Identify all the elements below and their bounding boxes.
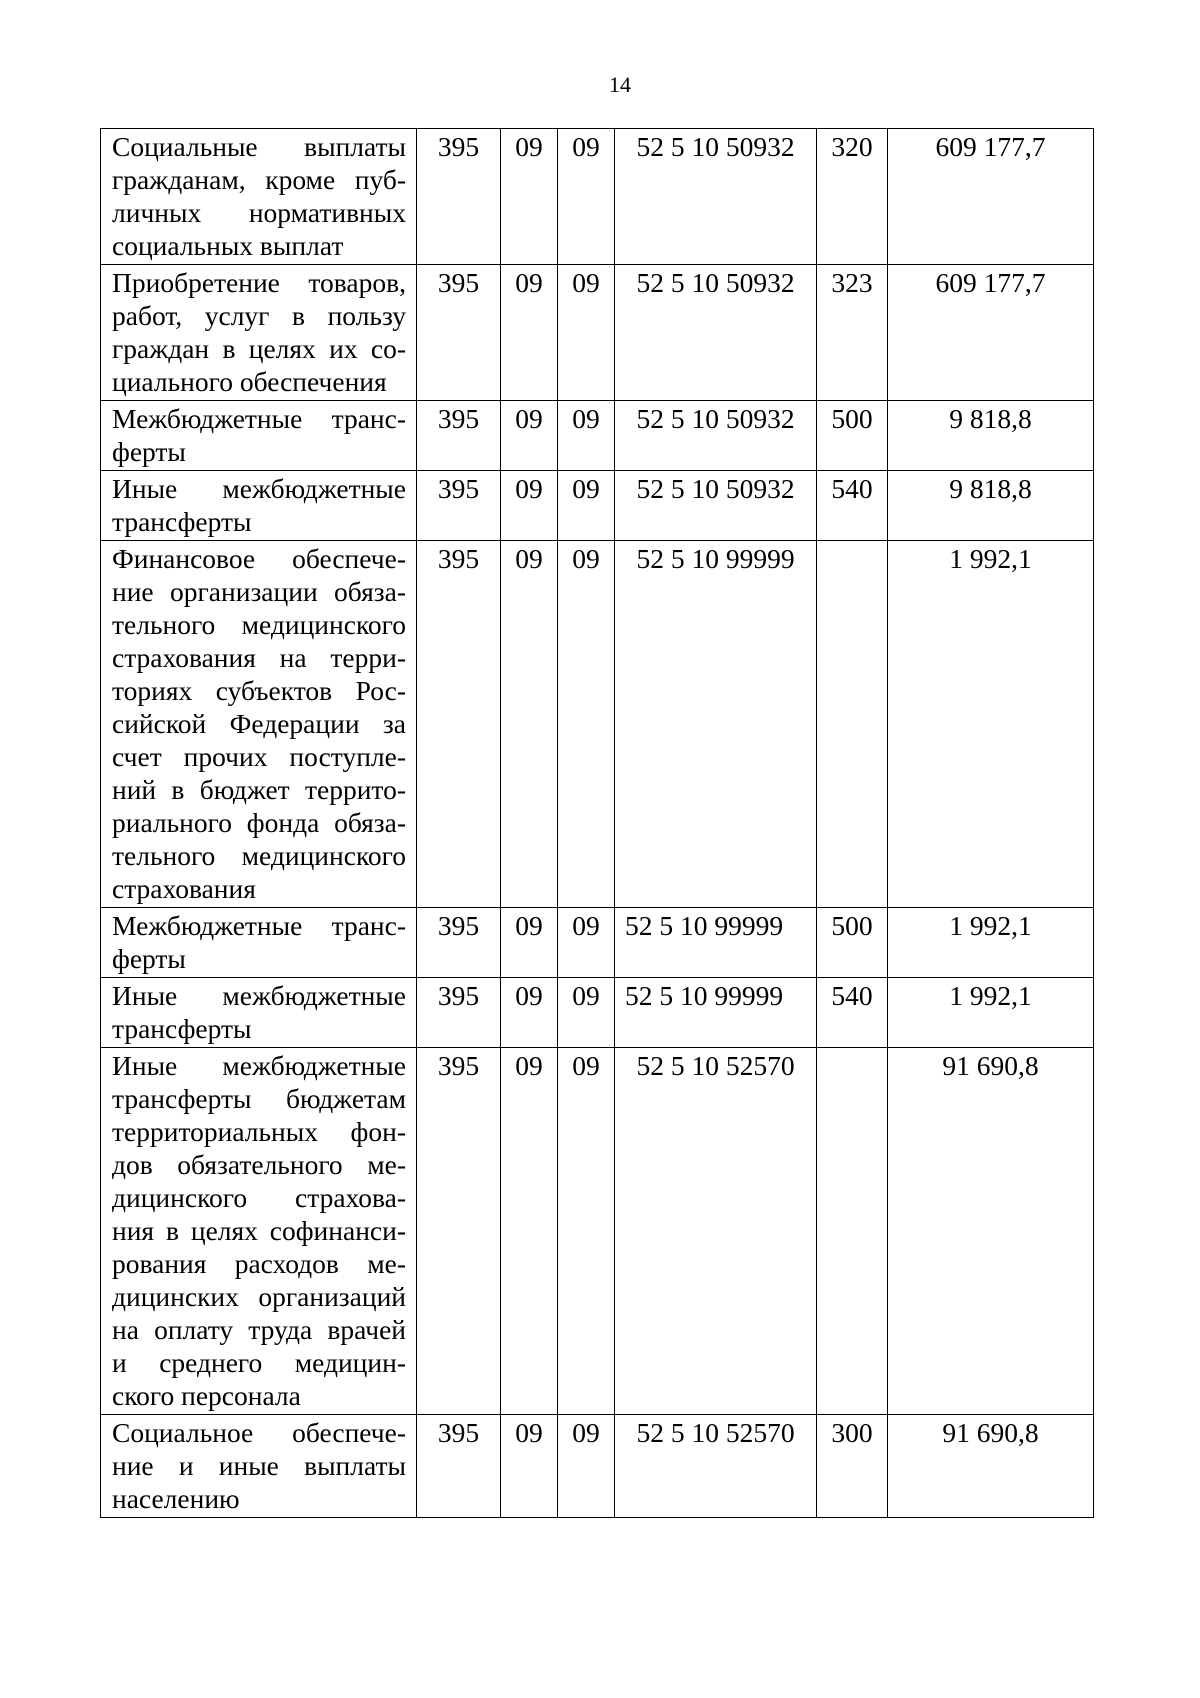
table-row <box>101 471 1094 541</box>
subsection-cell: 09 <box>558 471 615 541</box>
row-name-line: ферты <box>112 943 186 974</box>
target-article-cell: 52 5 10 52570 <box>615 1048 817 1415</box>
amount-cell: 91 690,8 <box>888 1048 1094 1415</box>
subsection-cell: 09 <box>558 265 615 401</box>
amount-cell: 9 818,8 <box>888 401 1094 471</box>
amount-cell: 1 992,1 <box>888 541 1094 908</box>
row-name-cell <box>101 1048 417 1415</box>
grbs-cell: 395 <box>417 1048 501 1415</box>
row-name-line: Иные межбюджетные <box>112 980 406 1011</box>
section-cell: 09 <box>501 1415 558 1518</box>
grbs-cell: 395 <box>417 129 501 265</box>
section-cell: 09 <box>501 908 558 978</box>
row-name-cell <box>101 471 417 541</box>
table-row <box>101 908 1094 978</box>
row-name-line: работ, услуг в пользу <box>112 300 406 331</box>
row-name-line: территориальных фон- <box>112 1116 406 1147</box>
row-name-line: ского персонала <box>112 1380 301 1411</box>
amount-cell: 1 992,1 <box>888 908 1094 978</box>
row-name-line: Иные межбюджетные <box>112 1050 406 1081</box>
grbs-cell: 395 <box>417 541 501 908</box>
row-name-line: на оплату труда врачей <box>112 1314 406 1345</box>
row-name-line: ний в бюджет террито- <box>112 774 406 805</box>
target-article-cell: 52 5 10 50932 <box>615 265 817 401</box>
amount-cell: 91 690,8 <box>888 1415 1094 1518</box>
table-row <box>101 1048 1094 1415</box>
table-row <box>101 1415 1094 1518</box>
subsection-cell: 09 <box>558 1415 615 1518</box>
row-name-cell <box>101 541 417 908</box>
subsection-cell: 09 <box>558 978 615 1048</box>
subsection-cell: 09 <box>558 908 615 978</box>
expense-type-cell: 540 <box>817 471 888 541</box>
expense-type-cell: 320 <box>817 129 888 265</box>
row-name-cell <box>101 1415 417 1518</box>
amount-cell: 1 992,1 <box>888 978 1094 1048</box>
row-name-line: трансферты бюджетам <box>112 1083 406 1114</box>
target-article-cell: 52 5 10 99999 <box>615 908 817 978</box>
section-cell: 09 <box>501 471 558 541</box>
row-name-line: дицинских организаций <box>112 1281 406 1312</box>
row-name-line: Финансовое обеспече- <box>112 543 406 574</box>
target-article-cell: 52 5 10 50932 <box>615 471 817 541</box>
subsection-cell: 09 <box>558 401 615 471</box>
row-name-cell <box>101 129 417 265</box>
target-article-cell: 52 5 10 50932 <box>615 129 817 265</box>
grbs-cell: 395 <box>417 908 501 978</box>
section-cell: 09 <box>501 401 558 471</box>
row-name-line: ния в целях софинанси- <box>112 1215 406 1246</box>
table-row <box>101 129 1094 265</box>
row-name-line: рования расходов ме- <box>112 1248 406 1279</box>
subsection-cell: 09 <box>558 1048 615 1415</box>
section-cell: 09 <box>501 978 558 1048</box>
row-name-line: ние и иные выплаты <box>112 1450 406 1481</box>
row-name-line: Социальное обеспече- <box>112 1417 406 1448</box>
row-name-line: населению <box>112 1483 240 1514</box>
target-article-cell: 52 5 10 52570 <box>615 1415 817 1518</box>
budget-table-body <box>101 129 1094 1518</box>
row-name-line: тельного медицинского <box>112 609 406 640</box>
row-name-line: счет прочих поступле- <box>112 741 406 772</box>
row-name-line: Межбюджетные транс- <box>112 910 406 941</box>
amount-cell: 609 177,7 <box>888 129 1094 265</box>
row-name-line: ние организации обяза- <box>112 576 406 607</box>
section-cell: 09 <box>501 129 558 265</box>
row-name-line: Иные межбюджетные <box>112 473 406 504</box>
row-name-line: ториях субъектов Рос- <box>112 675 406 706</box>
row-name-line: трансферты <box>112 1013 252 1044</box>
row-name-line: циального обеспечения <box>112 366 387 397</box>
expense-type-cell: 300 <box>817 1415 888 1518</box>
row-name-line: сийской Федерации за <box>112 708 406 739</box>
section-cell: 09 <box>501 265 558 401</box>
table-row <box>101 401 1094 471</box>
section-cell: 09 <box>501 1048 558 1415</box>
row-name-line: риального фонда обяза- <box>112 807 406 838</box>
row-name-line: страхования на терри- <box>112 642 406 673</box>
amount-cell: 9 818,8 <box>888 471 1094 541</box>
target-article-cell: 52 5 10 99999 <box>615 541 817 908</box>
row-name-line: дов обязательного ме- <box>112 1149 406 1180</box>
row-name-line: Социальные выплаты <box>112 131 406 162</box>
expense-type-cell: 323 <box>817 265 888 401</box>
row-name-line: социальных выплат <box>112 230 344 261</box>
grbs-cell: 395 <box>417 265 501 401</box>
row-name-line: ферты <box>112 436 186 467</box>
expense-type-cell: 540 <box>817 978 888 1048</box>
expense-type-cell: 500 <box>817 401 888 471</box>
expense-type-cell: 500 <box>817 908 888 978</box>
row-name-line: трансферты <box>112 506 252 537</box>
row-name-line: и среднего медицин- <box>112 1347 406 1378</box>
row-name-line: дицинского страхова- <box>112 1182 406 1213</box>
row-name-line: тельного медицинского <box>112 840 406 871</box>
grbs-cell: 395 <box>417 471 501 541</box>
table-row <box>101 265 1094 401</box>
row-name-line: граждан в целях их со- <box>112 333 406 364</box>
subsection-cell: 09 <box>558 129 615 265</box>
target-article-cell: 52 5 10 50932 <box>615 401 817 471</box>
expense-type-cell <box>817 1048 888 1415</box>
expense-type-cell <box>817 541 888 908</box>
grbs-cell: 395 <box>417 978 501 1048</box>
row-name-line: гражданам, кроме пуб- <box>112 164 406 195</box>
row-name-line: личных нормативных <box>112 197 406 228</box>
amount-cell: 609 177,7 <box>888 265 1094 401</box>
grbs-cell: 395 <box>417 401 501 471</box>
row-name-cell <box>101 908 417 978</box>
row-name-cell <box>101 401 417 471</box>
row-name-cell <box>101 978 417 1048</box>
row-name-line: страхования <box>112 873 256 904</box>
table-row <box>101 978 1094 1048</box>
row-name-cell <box>101 265 417 401</box>
page-number: 14 <box>609 72 631 97</box>
row-name-line: Приобретение товаров, <box>112 267 406 298</box>
grbs-cell: 395 <box>417 1415 501 1518</box>
target-article-cell: 52 5 10 99999 <box>615 978 817 1048</box>
subsection-cell: 09 <box>558 541 615 908</box>
table-row <box>101 541 1094 908</box>
section-cell: 09 <box>501 541 558 908</box>
row-name-line: Межбюджетные транс- <box>112 403 406 434</box>
budget-table <box>100 128 1094 1518</box>
